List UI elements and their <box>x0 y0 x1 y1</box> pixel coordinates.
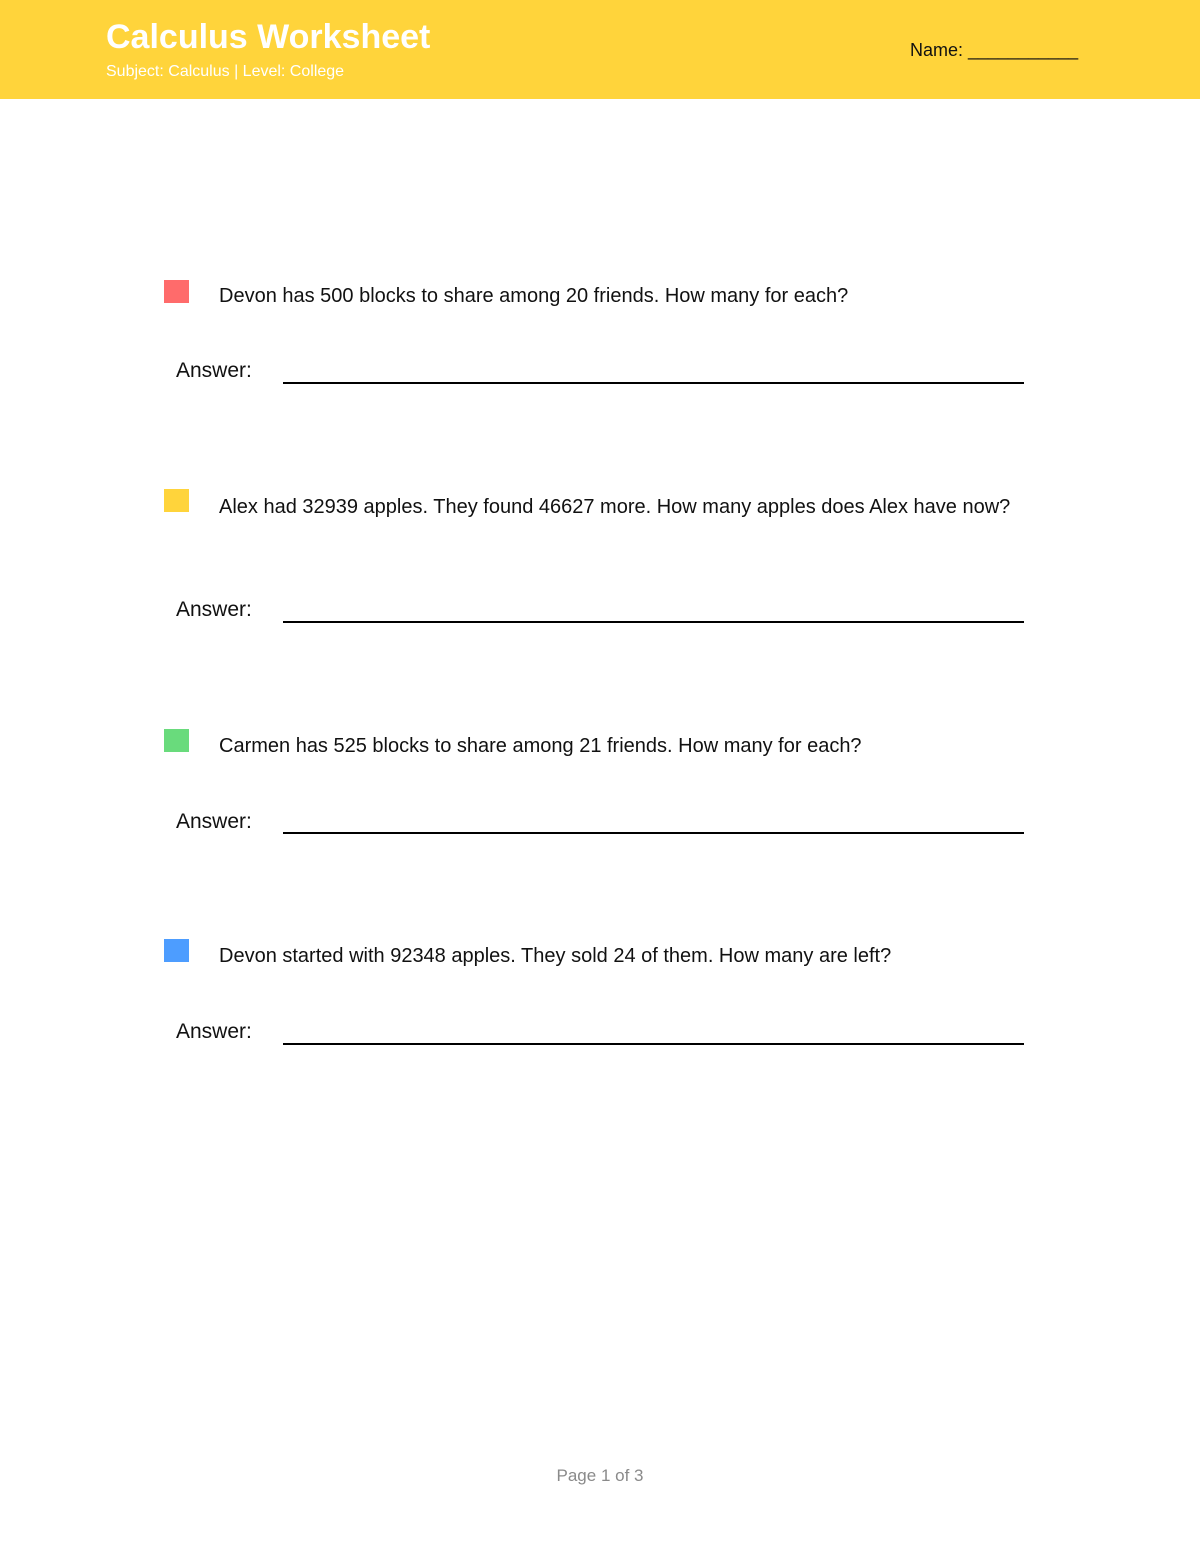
name-field[interactable]: Name: ___________ <box>910 40 1079 60</box>
page-number: Page 1 of 3 <box>556 1466 644 1485</box>
question-text: Carmen has 525 blocks to share among 21 friends. How many for each? <box>219 735 862 757</box>
answer-line[interactable] <box>283 621 1024 623</box>
question-marker-icon <box>164 489 189 512</box>
worksheet-header <box>0 0 1200 99</box>
worksheet-subtitle: Subject: Calculus | Level: College <box>106 63 345 80</box>
answer-label: Answer: <box>176 359 252 382</box>
answer-line[interactable] <box>283 832 1024 834</box>
answer-label: Answer: <box>176 1020 252 1043</box>
question-marker-icon <box>164 939 189 962</box>
question-marker-icon <box>164 729 189 752</box>
question-text: Alex had 32939 apples. They found 46627 more. How many apples does Alex have now? <box>219 496 1011 518</box>
answer-label: Answer: <box>176 810 252 833</box>
question-marker-icon <box>164 280 189 303</box>
answer-label: Answer: <box>176 598 252 621</box>
worksheet-title: Calculus Worksheet <box>106 18 431 56</box>
answer-line[interactable] <box>283 382 1024 384</box>
answer-line[interactable] <box>283 1043 1024 1045</box>
question-text: Devon started with 92348 apples. They sold 24 of them. How many are left? <box>219 945 892 967</box>
question-text: Devon has 500 blocks to share among 20 friends. How many for each? <box>219 285 849 307</box>
